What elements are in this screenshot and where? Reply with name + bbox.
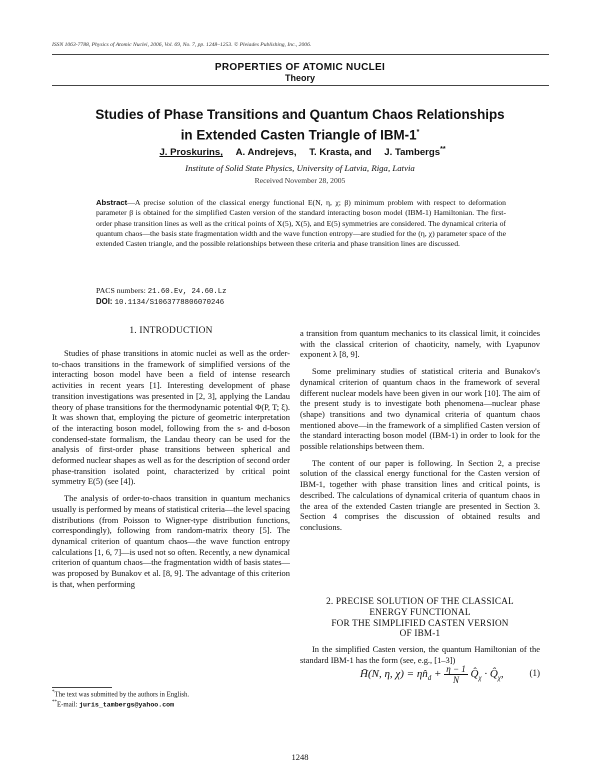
section-2-heading-line: 2. PRECISE SOLUTION OF THE CLASSICAL (326, 596, 514, 606)
doi (96, 297, 224, 307)
equation-number: (1) (529, 668, 540, 678)
paragraph: Studies of phase transitions in atomic nuclei as well as the order-to-chaos transitions in the framework of simplified versions of the interacting boson model have been a field of intense research activities in recent years [1]. Interesting development of phase transition investigations was presented in [2, 3], applying the Landau theory of phase transitions for the thermodynamic potential Φ(P, T; ξ). It was shown that, employing the picture of geometric interpretation of the interacting boson model, following from the s- and d-boson condensed-state formalism, the Landau theory can be used for the analysis of first-order phase transitions between spherical and deformed nuclear shapes as well as for the description of second order phase-transition isolated point, characterized by critical point symmetry E(5) (see [4]). (52, 348, 290, 487)
footnote-text: E-mail: (57, 701, 80, 709)
footnote-rule (52, 687, 112, 688)
paragraph: The analysis of order-to-chaos transition in quantum mechanics usually is performed by means of statistical criteria—the level spacing distributions (from Poisson to Wigner-type distribution functions, correspondingly), following from random-matrix theory [5]. The dynamical criterion of quantum chaos—the wave function entropy calculations [1, 6, 7]—is used not so often. Recently, a new dynamical criterion of quantum chaos—the fragmentation width of basis states—was proposed by Bunakov et al. [8, 9]. The advantage of this criterion is that, when performing (52, 493, 290, 589)
abstract-label: Abstract (96, 198, 128, 207)
received-date: Received November 28, 2005 (254, 176, 346, 185)
title-line-2: in Extended Casten Triangle of IBM-1 (180, 127, 417, 143)
equation-tail: , (500, 668, 504, 681)
equation-lhs: H̄(N, η, χ) = ηn̂ (360, 668, 428, 681)
paragraph: Some preliminary studies of statistical criteria and Bunakov's dynamical criterion of quantum chaos in the framework of several different nuclear models have been given in our work [10]. The aim of the present study is to investigate both phenomena—nuclear phase (shape) transitions and two dynamical criteria of quantum chaos mentioned above—in the framework of a simplified Casten version of the standard interacting boson model (IBM-1) in order to look for the possible relationships between them. (300, 366, 540, 452)
doi-label: DOI: (96, 297, 115, 306)
footnote-2 (52, 700, 174, 708)
left-column (52, 348, 290, 595)
header-rule-top (52, 54, 549, 55)
institution: Institute of Solid State Physics, University of Latvia, Riga, Latvia (185, 163, 415, 173)
journal-header-line: ISSN 1063-7788, Physics of Atomic Nuclei, 2006, Vol. 69, No. 7, pp. 1248–1253. © Pleiades Publishing, Inc., 2006. (52, 42, 312, 48)
footnote-1 (52, 690, 189, 698)
author-1: J. Proskurins, (159, 147, 223, 159)
footnote-text: The text was submitted by the authors in English. (54, 691, 190, 699)
abstract (96, 198, 506, 249)
pacs-label: PACS numbers: (96, 286, 148, 295)
fraction-numerator: η − 1 (446, 664, 466, 674)
header-rule-bottom (52, 85, 549, 86)
title-line-1: Studies of Phase Transitions and Quantum Chaos Relationships (95, 107, 505, 122)
title-footnote-mark: * (416, 129, 420, 136)
doi-value: 10.1134/S1063778806070246 (114, 299, 225, 307)
section-2-heading (300, 596, 540, 639)
author-3: T. Krasta, and (309, 147, 372, 159)
equation-1 (300, 662, 540, 692)
equation-sub: χ (478, 674, 482, 683)
equation-plus: + (431, 668, 445, 681)
section-label: PROPERTIES OF ATOMIC NUCLEI (214, 62, 386, 73)
equation-dot: · Q̂ (481, 668, 498, 681)
author-list (0, 146, 600, 158)
paragraph: a transition from quantum mechanics to its classical limit, it coincides with the classical criterion of chaoticity, namely, with Lyapunov exponent λ [8, 9]. (300, 328, 540, 360)
footnote-mark: * (52, 690, 55, 695)
page-number: 1248 (291, 752, 309, 762)
right-column (300, 328, 540, 539)
section-2-heading-line: FOR THE SIMPLIFIED CASTEN VERSION (331, 617, 509, 628)
section-2-heading-line: OF IBM-1 (399, 628, 441, 639)
article-title (60, 106, 540, 144)
pacs-value: 21.60.Ev, 24.60.Lz (147, 288, 227, 296)
subsection-label: Theory (284, 73, 315, 83)
fraction-denominator: N (453, 675, 460, 685)
paragraph: In the simplified Casten version, the quantum Hamiltonian of the standard IBM-1 has the form (see, e.g., [1–3]) (300, 644, 540, 665)
pacs-numbers (96, 286, 227, 296)
equation-fraction (444, 664, 468, 685)
equation-rhs: Q̂ (467, 668, 479, 681)
equation-sub: χ (497, 674, 501, 683)
section-1-heading: 1. INTRODUCTION (129, 326, 213, 336)
footnote-email[interactable]: juris_tambergs@yahoo.com (79, 701, 175, 709)
author-footnote-mark: ** (440, 146, 446, 153)
equation-body (360, 664, 504, 685)
paragraph: The content of our paper is following. In Section 2, a precise solution of the classical energy functional for the Casten version of IBM-1, together with phase transition lines and critical points, is described. The calculations of dynamical criteria of quantum chaos in the area of the extended Casten triangle are presented in Section 3. Section 4 comprises the discussion of obtained results and conclusions. (300, 457, 540, 532)
abstract-text: —A precise solution of the classical energy functional E(N, η, χ; β) minimum problem with respect to deformation parameter β is obtained for the simplified Casten version of the standard interacting boson model (IBM-1) Hamiltonian. The first-order phase transition lines as well as the critical points of X(5), X(5), and E(5) symmetries are considered. The dynamical criteria of quantum chaos—the basis state fragmentation width and the wave function entropy—are studied for the (η, χ) parameter space of the extended Casten triangle, and the possible relationships between these criteria and phase transition lines are discussed. (96, 198, 507, 249)
section-2-heading-line: ENERGY FUNCTIONAL (369, 606, 471, 617)
author-2: A. Andrejevs, (235, 147, 297, 159)
footnote-mark: ** (52, 700, 57, 705)
author-4: J. Tambergs (384, 147, 441, 159)
equation-sub: d (427, 674, 432, 683)
